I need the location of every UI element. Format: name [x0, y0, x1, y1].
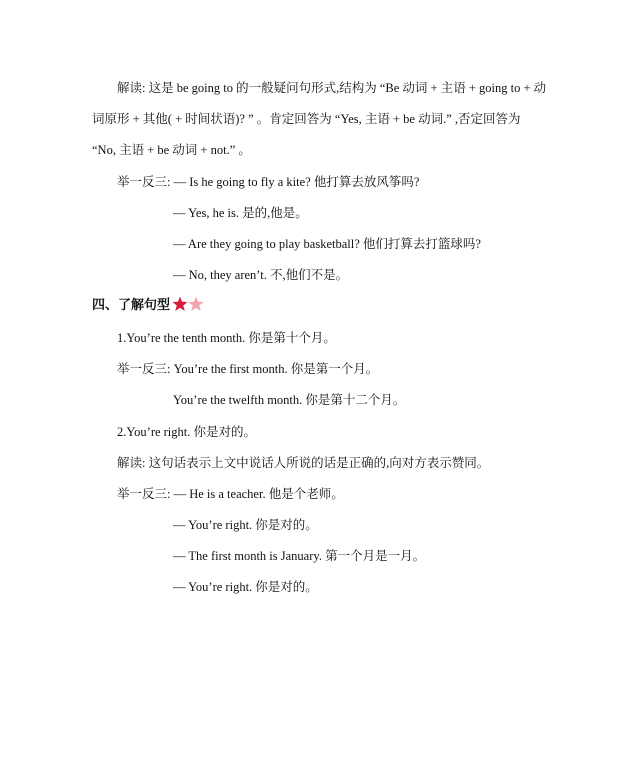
explanation-line-3: “No, 主语 + be 动词 + not.” 。: [92, 143, 251, 157]
example-line-7: 举一反三: — He is a teacher. 他是个老师。: [117, 487, 344, 501]
explanation-line-4: 解读: 这句话表示上文中说话人所说的话是正确的,向对方表示赞同。: [117, 456, 490, 470]
example-line-8: — You’re right. 你是对的。: [173, 518, 318, 532]
example-line-4: — No, they aren’t. 不,他们不是。: [173, 268, 349, 282]
example-line-1: 举一反三: — Is he going to fly a kite? 他打算去放风筝吗?: [117, 175, 420, 189]
example-line-3: — Are they going to play basketball? 他们打算去打篮球吗?: [173, 237, 481, 251]
rating-stars: [172, 296, 206, 312]
explanation-line-2: 词原形 + 其他( + 时间状语)? ” 。肯定回答为 “Yes, 主语 + be 动词.” ,否定回答为: [92, 112, 521, 126]
sentence-2: 2.You’re right. 你是对的。: [117, 425, 257, 439]
example-line-6: You’re the twelfth month. 你是第十二个月。: [173, 393, 406, 407]
star-full-icon: [172, 297, 187, 312]
star-light-icon: [188, 297, 203, 312]
example-line-2: — Yes, he is. 是的,他是。: [173, 206, 308, 220]
example-line-10: — You’re right. 你是对的。: [173, 580, 318, 594]
section-heading: 四、了解句型: [92, 298, 171, 313]
example-line-9: — The first month is January. 第一个月是一月。: [173, 549, 426, 563]
example-line-5: 举一反三: You’re the first month. 你是第一个月。: [117, 362, 379, 376]
explanation-line-1: 解读: 这是 be going to 的一般疑问句形式,结构为 “Be 动词 + 主语 + going to + 动: [117, 81, 547, 95]
sentence-1: 1.You’re the tenth month. 你是第十个月。: [117, 331, 336, 345]
